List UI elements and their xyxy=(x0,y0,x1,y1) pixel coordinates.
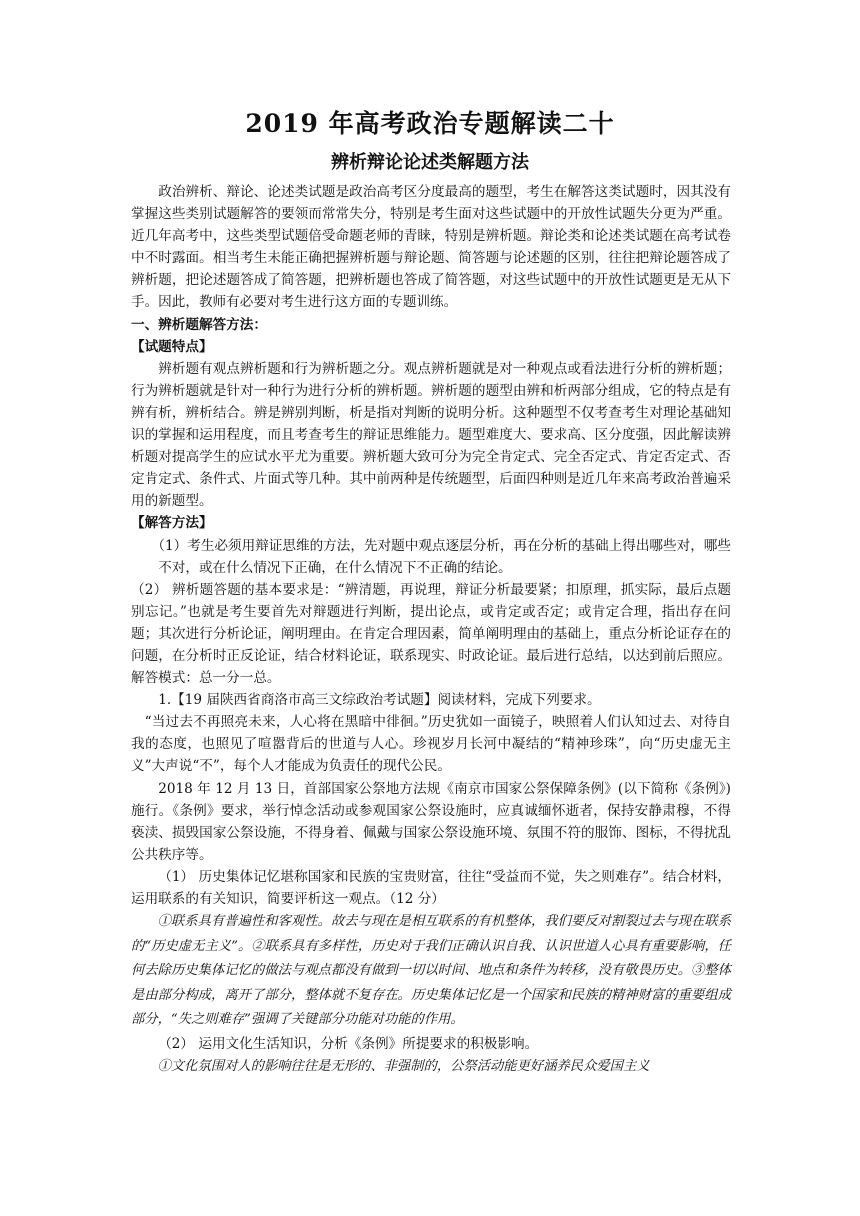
method-heading: 【解答方法】 xyxy=(131,515,213,532)
document-body xyxy=(131,181,731,1080)
features-paragraph: 辨析题有观点辨析题和行为辨析题之分。观点辨析题就是对一种观点或看法进行分析的辨析题；行为辨析题就是针对一种行为进行分析的辨析题。辨析题的题型由辨和析两部分组成，它的特点是有辨有析，辨析结合。辨是辨别判断，析是指对判断的说明分析。这种题型不仅考查考生对理论基础知识的掌握和运用程度，而且考查考生的辩证思维能力。题型难度大、要求高、区分度强，因此解读辨析题对提高学生的应试水平尤为重要。辨析题大致可分为完全肯定式、完全否定式、肯定否定式、否定肯定式、条件式、片面式等几种。其中前两种是传统题型，后面四种则是近几年来高考政治普遍采用的新题型。 xyxy=(131,360,731,510)
features-heading: 【试题特点】 xyxy=(131,338,213,355)
method-item-1: （1）考生必须用辩证思维的方法，先对题中观点逐层分析，再在分析的基础上得出哪些对，哪些不对，或在什么情况下正确，在什么情况下不正确的结论。 xyxy=(151,537,731,576)
material-paragraph-1: “当过去不再照亮未来，人心将在黑暗中徘徊。”历史犹如一面镜子，映照着人们认知过去、对待自我的态度，也照见了喧嚣背后的世道与人心。珍视岁月长河中凝结的“精神珍珠”，向“历史虚无主义”大声说“不”，每个人才能成为负责任的现代公民。 xyxy=(131,714,731,775)
page-subtitle: 辨析辩论论述类解题方法 xyxy=(331,152,529,173)
question-lead: 1.【19 届陕西省商洛市高三文综政治考试题】阅读材料，完成下列要求。 xyxy=(158,692,601,709)
answer-2: ①文化氛围对人的影响往往是无形的、非强制的，公祭活动能更好涵养民众爱国主义 xyxy=(157,1059,650,1075)
sub-question-2: （2） 运用文化生活知识，分析《条例》所提要求的积极影响。 xyxy=(158,1036,539,1053)
material-paragraph-2: 2018 年 12 月 13 日，首部国家公祭地方法规《南京市国家公祭保障条例》(以下简称《条例》)施行。《条例》要求，举行悼念活动或参观国家公祭设施时，应真诚缅怀逝者，保持安静肃穆，不得亵渎、损毁国家公祭设施，不得身着、佩戴与国家公祭设施环境、氛围不符的服饰、图标，不得扰乱公共秩序等。 xyxy=(131,780,731,863)
answer-1: ①联系具有普遍性和客观性。故去与现在是相互联系的有机整体，我们要反对割裂过去与现在联系的“历史虚无主义”。②联系具有多样性，历史对于我们正确认识自我、认识世道人心具有重要影响，任何去除历史集体记忆的做法与观点都没有做到一切以时间、地点和条件为转移，没有敬畏历史。③整体是由部分构成，离开了部分，整体就不复存在。历史集体记忆是一个国家和民族的精神财富的重要组成部分，“失之则难存”强调了关键部分功能对功能的作用。 xyxy=(131,914,731,1028)
method-item-2: （2） 辨析题答题的基本要求是：“辨清题，再说理，辩证分析最要紧；扣原理，抓实际，最后点题别忘记。”也就是考生要首先对辩题进行判断，提出论点，或肯定或否定；或肯定合理，指出存在问题；其次进行分析论证，阐明理由。在肯定合理因素，简单阐明理由的基础上，重点分析论证存在的问题，在分析时正反论证，结合材料论证，联系现实、时政论证。最后进行总结，以达到前后照应。解答模式：总一分一总。 xyxy=(131,581,731,687)
section-heading: 一、辨析题解答方法： xyxy=(131,316,267,333)
sub-question-1: （1） 历史集体记忆堪称国家和民族的宝贵财富，往往“受益而不觉，失之则难存”。结合材料，运用联系的有关知识，简要评析这一观点。（12 分） xyxy=(131,868,731,907)
page-title: 2019 年高考政治专题解读二十 xyxy=(245,109,615,138)
intro-paragraph: 政治辨析、辩论、论述类试题是政治高考区分度最高的题型，考生在解答这类试题时，因其没有掌握这些类别试题解答的要领而常常失分，特别是考生面对这些试题中的开放性试题失分更为严重。近几年高考中，这些类型试题倍受命题老师的青睐，特别是辨析题。辩论类和论述类试题在高考试卷中不时露面。相当考生未能正确把握辨析题与辩论题、简答题与论述题的区别，往往把辩论题答成了辨析题，把论述题答成了简答题，把辨析题也答成了简答题，对这些试题中的开放性试题更是无从下手。因此，教师有必要对考生进行这方面的专题训练。 xyxy=(131,184,731,311)
